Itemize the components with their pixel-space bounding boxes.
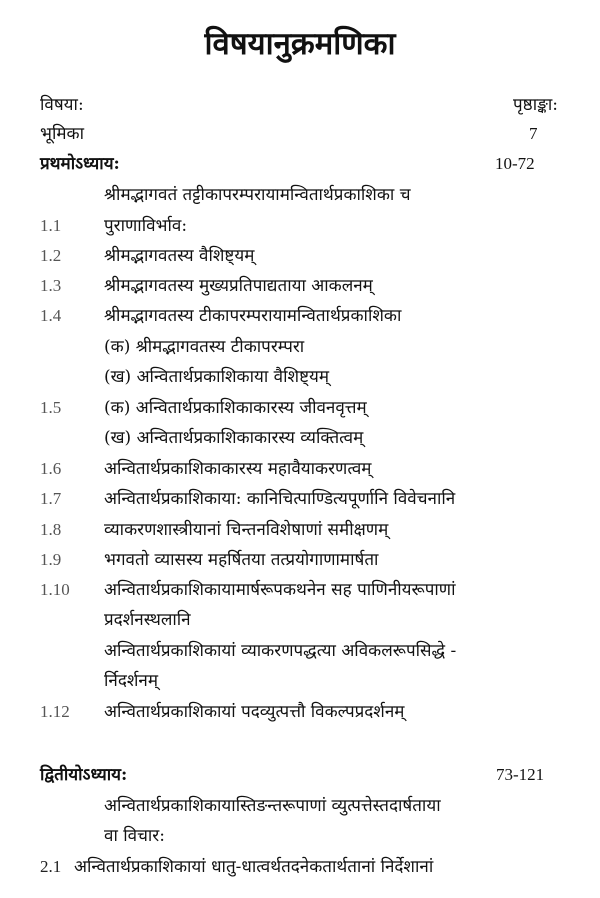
chapter1-item-text: (क) अन्वितार्थप्रकाशिकाकारस्य जीवनवृत्तम् [104, 398, 367, 418]
chapter1-item-text: (ख) अन्वितार्थप्रकाशिकाया वैशिष्ट्यम् [104, 367, 330, 387]
chapter1-item-text: अन्वितार्थप्रकाशिकायां व्याकरणपद्धत्या अविकलरूपसिद्धे - [104, 641, 457, 661]
chapter1-item-number: 1.4 [40, 306, 62, 325]
chapter1-intro: श्रीमद्भागवतं तट्टीकापरम्परायामन्वितार्थप्रकाशिका च [104, 185, 411, 205]
chapter1-heading: प्रथमोऽध्याय: [40, 154, 120, 174]
chapter1-item-text: व्याकरणशास्त्रीयानां चिन्तनविशेषाणां समीक्षणम् [104, 520, 389, 540]
chapter1-item-number: 1.3 [40, 276, 62, 295]
chapter1-item-text: अन्वितार्थप्रकाशिकायामार्षरूपकथनेन सह पाणिनीयरूपाणां [104, 580, 456, 600]
chapter2-item-text: अन्वितार्थप्रकाशिकायां धातु-धात्वर्थतदनेकतार्थतानां निर्देशानां [74, 857, 434, 877]
chapter1-item-text: अन्वितार्थप्रकाशिकायां पदव्युत्पत्तौ विकल्पप्रदर्शनम् [104, 702, 405, 722]
chapter2-item-number: 2.1 [40, 857, 62, 876]
chapter1-item-number: 1.7 [40, 489, 62, 508]
chapter1-item-number: 1.8 [40, 520, 62, 539]
chapter1-item-text: पुराणाविर्भाव: [104, 216, 188, 236]
page-header: पृष्ठाङ्का: [513, 95, 558, 115]
chapter1-item-number: 1.9 [40, 550, 62, 569]
chapter1-item-number: 1.6 [40, 459, 62, 478]
chapter1-item-text: (ख) अन्वितार्थप्रकाशिकाकारस्य व्यक्तित्वम् [104, 428, 364, 448]
chapter2-heading: द्वितीयोऽध्याय: [40, 765, 128, 785]
bhumika-label: भूमिका [40, 124, 84, 144]
chapter1-item-text: (क) श्रीमद्भागवतस्य टीकापरम्परा [104, 337, 305, 357]
chapter2-pages: 73-121 [496, 765, 545, 784]
chapter2-intro-line2: वा विचार: [104, 826, 165, 846]
page-title: विषयानुक्रमणिका [204, 26, 396, 62]
chapter1-item-number: 1.10 [40, 580, 70, 599]
chapter2-intro-line1: अन्वितार्थप्रकाशिकायास्तिङन्तरूपाणां व्युत्पत्तेस्तदार्षताया [104, 796, 441, 816]
chapter1-item-text: र्निदर्शनम् [104, 671, 159, 691]
bhumika-page: 7 [529, 124, 538, 143]
chapter1-item-text: अन्वितार्थप्रकाशिकाकारस्य महावैयाकरणत्वम् [104, 459, 372, 479]
chapter1-item-number: 1.2 [40, 246, 62, 265]
chapter1-item-text: श्रीमद्भागवतस्य टीकापरम्परायामन्वितार्थप्रकाशिका [104, 306, 402, 326]
chapter1-item-text: भगवतो व्यासस्य महर्षितया तत्प्रयोगाणामार्षता [104, 550, 379, 570]
chapter1-item-text: श्रीमद्भागवतस्य वैशिष्ट्यम् [104, 246, 255, 266]
chapter1-pages: 10-72 [495, 154, 535, 173]
chapter1-item-number: 1.5 [40, 398, 62, 417]
chapter1-item-number: 1.12 [40, 702, 70, 721]
chapter1-item-text: प्रदर्शनस्थलानि [104, 610, 191, 630]
subject-header: विषया: [40, 95, 84, 115]
chapter1-item-text: श्रीमद्भागवतस्य मुख्यप्रतिपाद्यताया आकलनम् [104, 276, 373, 296]
chapter1-item-number: 1.1 [40, 216, 62, 235]
chapter1-item-text: अन्वितार्थप्रकाशिकाया: कानिचित्पाण्डित्यपूर्णानि विवेचनानि [104, 489, 456, 509]
